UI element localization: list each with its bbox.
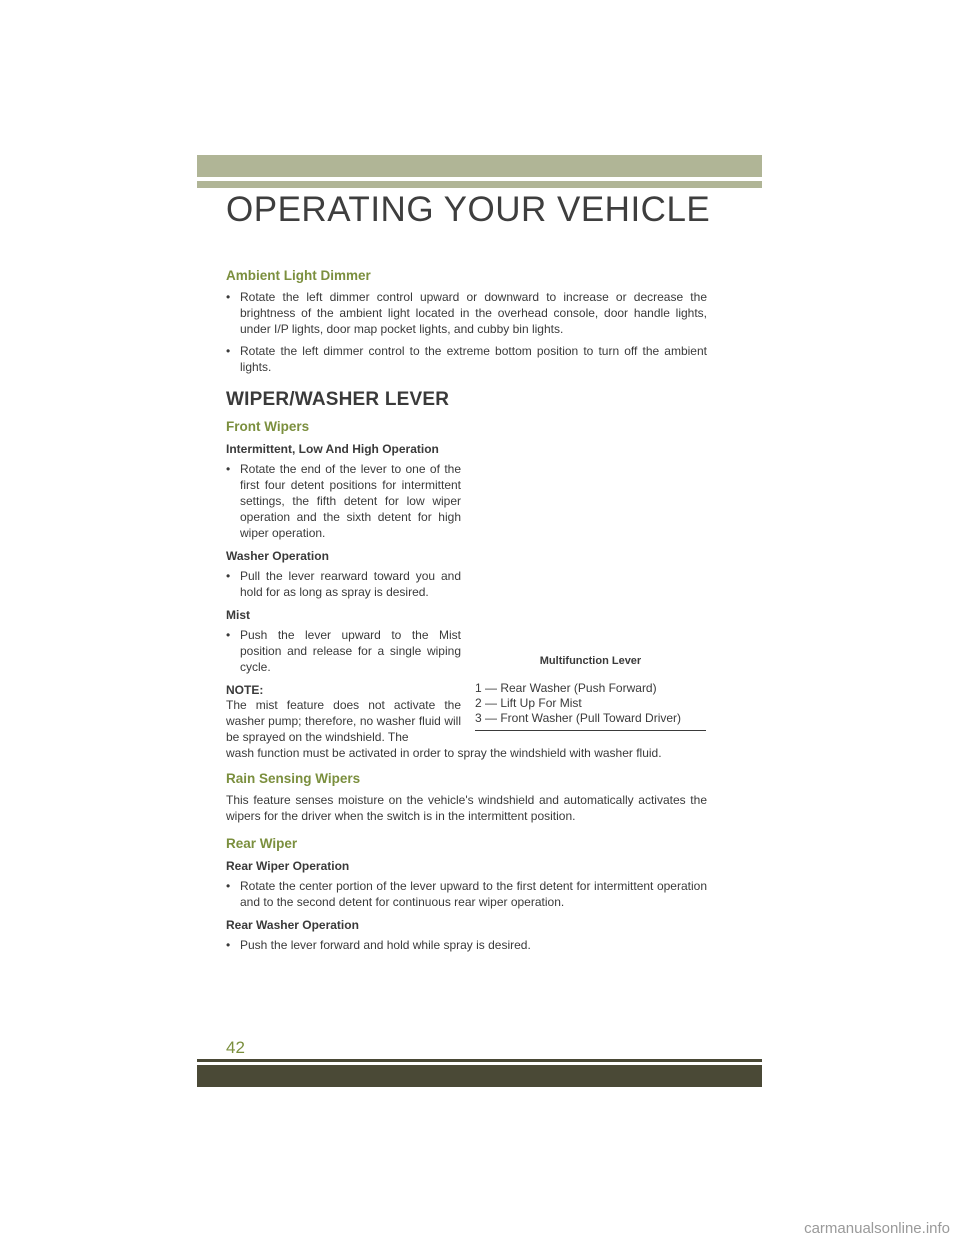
- rear-washer-operation-heading: Rear Washer Operation: [226, 918, 359, 932]
- list-item: • Rotate the center portion of the lever upward to the first detent for intermittent operation and to the second detent for continuous rear wiper operation.: [226, 879, 707, 909]
- figure-rule: [475, 730, 706, 731]
- bullet-icon: •: [226, 879, 231, 893]
- watermark: carmanualsonline.info: [804, 1220, 950, 1237]
- list-item: • Rotate the left dimmer control to the extreme bottom position to turn off the ambient lights.: [226, 344, 707, 374]
- bullet-icon: •: [226, 628, 231, 642]
- front-wipers-column: [226, 442, 461, 745]
- figure-legend-item: 2 — Lift Up For Mist: [475, 696, 582, 710]
- list-item: • Pull the lever rearward toward you and hold for as long as spray is desired.: [226, 569, 461, 599]
- list-item: • Push the lever forward and hold while spray is desired.: [226, 938, 531, 952]
- page-number: 42: [226, 1038, 245, 1057]
- note-text-continued: wash function must be activated in order to spray the windshield with washer fluid.: [226, 746, 662, 760]
- mist-heading: Mist: [226, 608, 250, 622]
- figure-legend-item: 3 — Front Washer (Pull Toward Driver): [475, 711, 682, 725]
- rain-sensing-text: This feature senses moisture on the vehicle's windshield and automatically activates the wipers for the driver when the switch is in the intermittent position.: [226, 793, 707, 823]
- figure-caption: Multifunction Lever: [539, 655, 642, 667]
- header-bar: [197, 155, 762, 177]
- bullet-icon: •: [226, 462, 231, 476]
- bullet-icon: •: [226, 290, 231, 304]
- note-label: NOTE:: [226, 683, 264, 697]
- multifunction-lever-figure: [475, 655, 706, 731]
- header-rule: [197, 181, 762, 188]
- wiper-washer-heading: WIPER/WASHER LEVER: [226, 389, 450, 410]
- footer-rule: [197, 1059, 762, 1062]
- figure-legend-item: 1 — Rear Washer (Push Forward): [475, 681, 657, 695]
- list-item: • Push the lever upward to the Mist position and release for a single wiping cycle.: [226, 628, 461, 674]
- bullet-icon: •: [226, 344, 231, 358]
- list-item: • Rotate the left dimmer control upward or downward to increase or decrease the brightness of the ambient light located in the overhead console, door handle lights, under I/P lights, door map pocket lights, and cubby bin lights.: [226, 290, 707, 336]
- rear-wiper-heading: Rear Wiper: [226, 836, 298, 851]
- rain-sensing-heading: Rain Sensing Wipers: [226, 771, 361, 786]
- rear-wiper-operation-heading: Rear Wiper Operation: [226, 859, 350, 873]
- washer-operation-heading: Washer Operation: [226, 549, 329, 563]
- intermittent-heading: Intermittent, Low And High Operation: [226, 442, 439, 456]
- bullet-icon: •: [226, 569, 231, 583]
- page-content: [226, 268, 707, 959]
- bullet-icon: •: [226, 938, 231, 952]
- front-wipers-heading: Front Wipers: [226, 419, 310, 434]
- section-title: OPERATING YOUR VEHICLE: [226, 190, 711, 229]
- ambient-light-heading: Ambient Light Dimmer: [226, 268, 371, 283]
- footer-bar: [197, 1065, 762, 1087]
- note-text: The mist feature does not activate the washer pump; therefore, no washer fluid will be sprayed on the windshield. The: [226, 698, 461, 744]
- list-item: • Rotate the end of the lever to one of the first four detent positions for intermittent settings, the fifth detent for low wiper operation and the sixth detent for high wiper operation.: [226, 462, 461, 540]
